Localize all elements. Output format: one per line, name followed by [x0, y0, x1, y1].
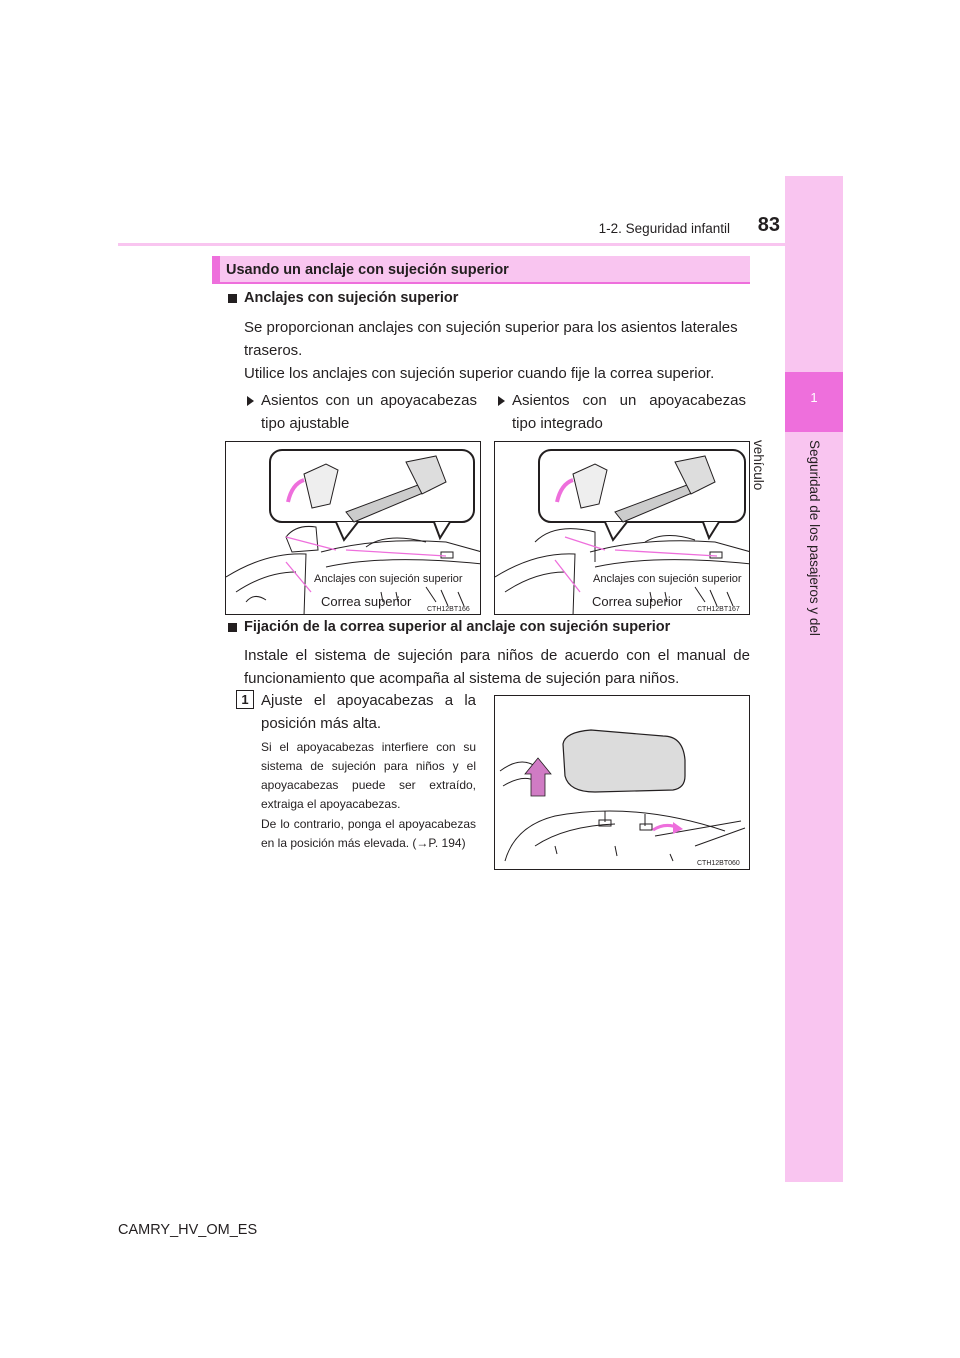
headrest-illustration [495, 696, 750, 870]
fig-right-strap-label: Correa superior [592, 594, 683, 609]
header-rule [118, 243, 785, 246]
triangle-bullet-icon [247, 396, 254, 406]
seat-illustration [226, 442, 481, 615]
chapter-title: 1-2. Seguridad infantil [598, 221, 730, 236]
step-note-2: De lo contrario, ponga el apoyacabezas en la posición más elevada. (→P. 194) [261, 817, 476, 850]
section-title: Usando un anclaje con sujeción superior [226, 262, 509, 278]
section-bar-rule [212, 282, 750, 284]
fixing-heading: Fijación de la correa superior al anclaje con sujeción superior [244, 619, 671, 635]
fig-right-anchor-label: Anclajes con sujeción superior [593, 573, 742, 585]
bullet-square-icon [228, 623, 237, 632]
page-number: 83 [757, 214, 780, 236]
triangle-bullet-icon [498, 396, 505, 406]
anchors-paragraph-2: Utilice los anclajes con sujeción superior cuando fije la correa superior. [244, 365, 715, 382]
fig-left-code: CTH12BT166 [427, 606, 470, 613]
step-number: 1 [236, 690, 254, 709]
option-integrated: Asientos con un apoyacabezas tipo integrado [512, 392, 746, 432]
chapter-tab-number: 1 [810, 390, 818, 405]
figure-adjustable-headrest [225, 441, 481, 615]
footer-code: CAMRY_HV_OM_ES [118, 1222, 258, 1238]
fig-left-strap-label: Correa superior [321, 594, 412, 609]
fixing-paragraph: Instale el sistema de sujeción para niños de acuerdo con el manual de funcionamiento que acompaña al sistema de sujeción para niños. [244, 647, 750, 687]
anchors-paragraph-1: Se proporcionan anclajes con sujeción superior para los asientos laterales traseros. [244, 319, 738, 359]
chapter-tab-label: Seguridad de los pasajeros y del vehículo [751, 440, 822, 636]
option-adjustable: Asientos con un apoyacabezas tipo ajustable [261, 392, 477, 432]
fig-right-code: CTH12BT167 [697, 606, 740, 613]
bullet-square-icon [228, 294, 237, 303]
figure-headrest-raised [494, 695, 750, 870]
seat-illustration [495, 442, 750, 615]
fig-left-anchor-label: Anclajes con sujeción superior [314, 573, 463, 585]
fig-headrest-code: CTH12BT060 [697, 860, 740, 867]
step-text: Ajuste el apoyacabezas a la posición más alta. [261, 692, 476, 732]
step-note: Si el apoyacabezas interfiere con su sistema de sujeción para niños y el apoyacabezas puede ser extraído, extraiga el apoyacabezas. [261, 740, 476, 811]
figure-integrated-headrest [494, 441, 750, 615]
anchors-heading: Anclajes con sujeción superior [244, 290, 459, 306]
